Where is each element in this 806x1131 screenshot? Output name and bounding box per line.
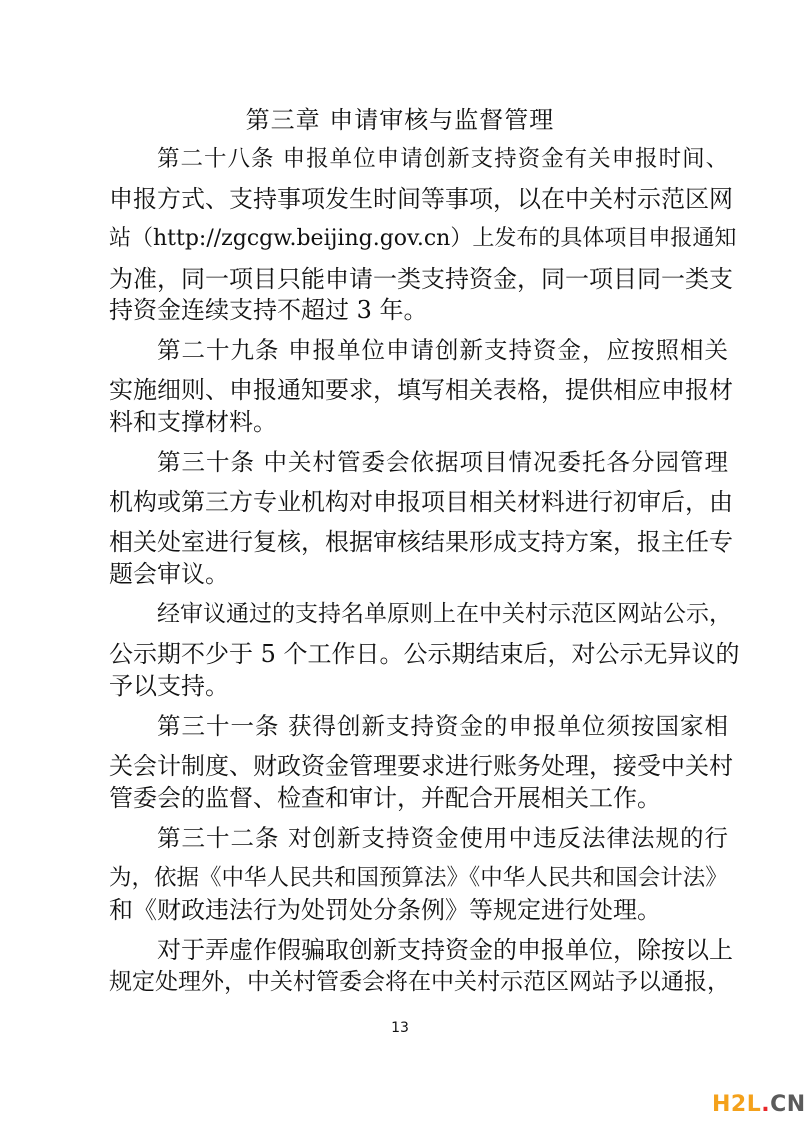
text-line: 料和支撑材料。 (109, 408, 277, 436)
text-line: 管委会的监督、检查和审计，并配合开展相关工作。 (109, 784, 661, 812)
text-line: 第三十一条 获得创新支持资金的申报单位须按国家相 (157, 712, 729, 740)
text-line: 为准，同一项目只能申请一类支持资金，同一项目同一类支 (109, 265, 733, 293)
text-line: 第二十八条 申报单位申请创新支持资金有关申报时间、 (157, 146, 730, 172)
text-line: 规定处理外，中关村管委会将在中关村示范区网站予以通报， (109, 969, 730, 995)
text-line: 持资金连续支持不超过 3 年。 (109, 296, 428, 324)
watermark-part-b: . (761, 1092, 771, 1117)
text-line: 申报方式、支持事项发生时间等事项，以在中关村示范区网 (109, 185, 733, 213)
text-line: 站（http://zgcgw.beijing.gov.cn）上发布的具体项目申报通知 (109, 226, 737, 251)
text-line: 和《财政违法行为处罚处分条例》等规定进行处理。 (109, 896, 661, 924)
text-line: 题会审议。 (109, 560, 229, 588)
text-line: 公示期不少于 5 个工作日。公示期结束后，对公示无异议的 (109, 640, 740, 668)
text-line: 机构或第三方专业机构对申报项目相关材料进行初审后，由 (109, 488, 733, 516)
chapter-title: 第三章 申请审核与监督管理 (245, 106, 555, 134)
site-watermark-logo (712, 1092, 806, 1117)
page-number: 13 (391, 1020, 409, 1036)
text-line: 第三十二条 对创新支持资金使用中违反法律法规的行 (157, 824, 729, 852)
watermark-part-a: H2L (712, 1092, 762, 1117)
text-line: 第二十九条 申报单位申请创新支持资金，应按照相关 (157, 336, 729, 364)
text-line: 第三十条 中关村管委会依据项目情况委托各分园管理 (157, 448, 729, 476)
text-line: 予以支持。 (109, 672, 229, 700)
watermark-part-c: CN (770, 1092, 806, 1117)
text-line: 对于弄虚作假骗取创新支持资金的申报单位，除按以上 (157, 936, 733, 964)
text-line: 相关处室进行复核，根据审核结果形成支持方案，报主任专 (109, 528, 733, 556)
text-line: 关会计制度、财政资金管理要求进行账务处理，接受中关村 (109, 752, 733, 780)
text-line: 经审议通过的支持名单原则上在中关村示范区网站公示， (157, 601, 732, 627)
text-line: 为，依据《中华人民共和国预算法》《中华人民共和国会计法》 (109, 865, 728, 891)
text-line: 实施细则、申报通知要求，填写相关表格，提供相应申报材 (109, 376, 733, 404)
